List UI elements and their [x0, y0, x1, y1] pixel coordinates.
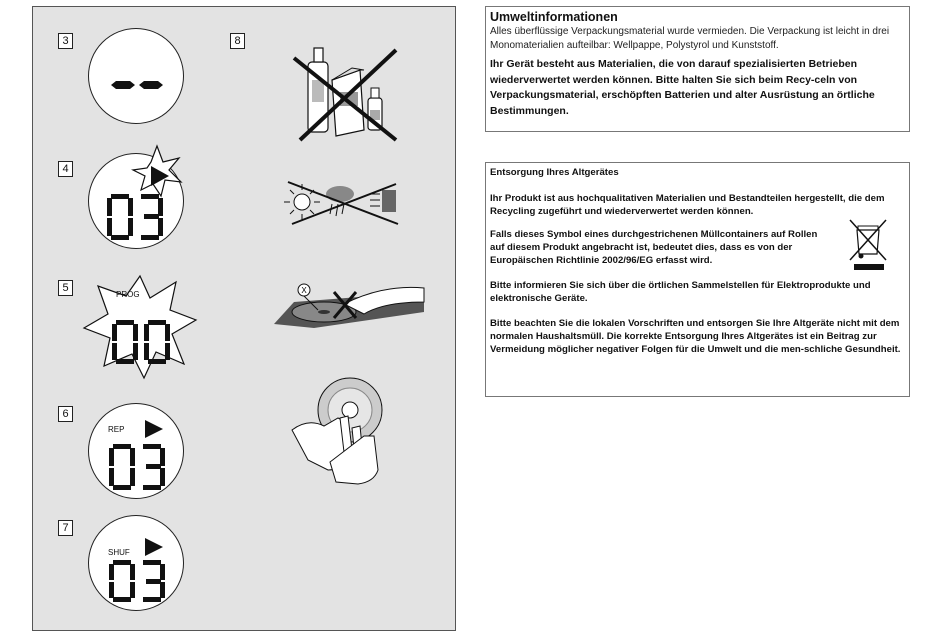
display-step4 — [88, 153, 184, 249]
environment-paragraph-2: Ihr Gerät besteht aus Materialien, die von darauf spezialisierten Betrieben wiederverwertet werden können. Bitte halten Sie sich beim Recy-celn von Verpackungsmaterial, erschöpften Batterien und alter Ausrüstung an örtliche Bestimmungen. — [490, 58, 875, 117]
environment-title: Umweltinformationen — [490, 10, 618, 24]
disposal-paragraph-4: Bitte beachten Sie die lokalen Vorschriften und entsorgen Sie Ihre Altgeräte nicht mit dem normalen Haushaltsmüll. Die korrekte Entsorgung Ihres Altgerätes ist ein Beitrag zur Vermeidung möglicher negativer Folgen für die Umwelt und die men-schliche Gesundheit. — [490, 318, 901, 355]
step-number-7: 7 — [58, 520, 73, 536]
environment-info-box — [485, 6, 910, 132]
disposal-info-box — [485, 162, 910, 397]
prog-label: PROG — [116, 290, 140, 299]
no-scratch-disc-icon — [274, 282, 434, 332]
step-number-4: 4 — [58, 161, 73, 177]
crossed-out-wheelie-bin-icon — [848, 216, 890, 272]
shuf-label: SHUF — [108, 548, 130, 557]
disposal-paragraph-3: Bitte informieren Sie sich über die örtlichen Sammelstellen für Elektroprodukte und elektronische Geräte. — [490, 280, 871, 304]
no-chemicals-icon — [292, 40, 402, 145]
no-heat-sun-rain-icon — [284, 180, 404, 230]
display-step6 — [88, 403, 184, 499]
digits-03-play — [89, 516, 185, 612]
environment-paragraph-1: Alles überflüssige Verpackungsmaterial wurde vermieden. Die Verpackung ist leicht in drei Monomaterialien aufteilbar: Wellpappe, Polystyrol und Kunststoff. — [490, 26, 890, 51]
display-step5 — [80, 272, 200, 382]
display-step3 — [88, 28, 184, 124]
disposal-paragraph-1: Ihr Produkt ist aus hochqualitativen Materialien und Bestandteilen hergestellt, die dem Recycling zugeführt und wiederverwertet werden können. — [490, 193, 885, 217]
digits-03-with-star — [89, 154, 199, 250]
dash-segments — [89, 29, 185, 125]
rep-label: REP — [108, 425, 125, 434]
digits-03-play — [89, 404, 185, 500]
hand-holding-disc-icon — [288, 370, 398, 490]
disc-x-mark: X — [301, 286, 307, 295]
display-step7 — [88, 515, 184, 611]
step-number-3: 3 — [58, 33, 73, 49]
disposal-title: Entsorgung Ihres Altgerätes — [490, 167, 619, 178]
step-number-6: 6 — [58, 406, 73, 422]
step-number-8: 8 — [230, 33, 245, 49]
disposal-paragraph-2: Falls dieses Symbol eines durchgestrichenen Müllcontainers auf Rollen auf diesem Produkt angebracht ist, bedeutet dies, dass es von der Europäischen Richtlinie 2002/96/EG erfasst wird. — [490, 229, 818, 266]
step-number-5: 5 — [58, 280, 73, 296]
